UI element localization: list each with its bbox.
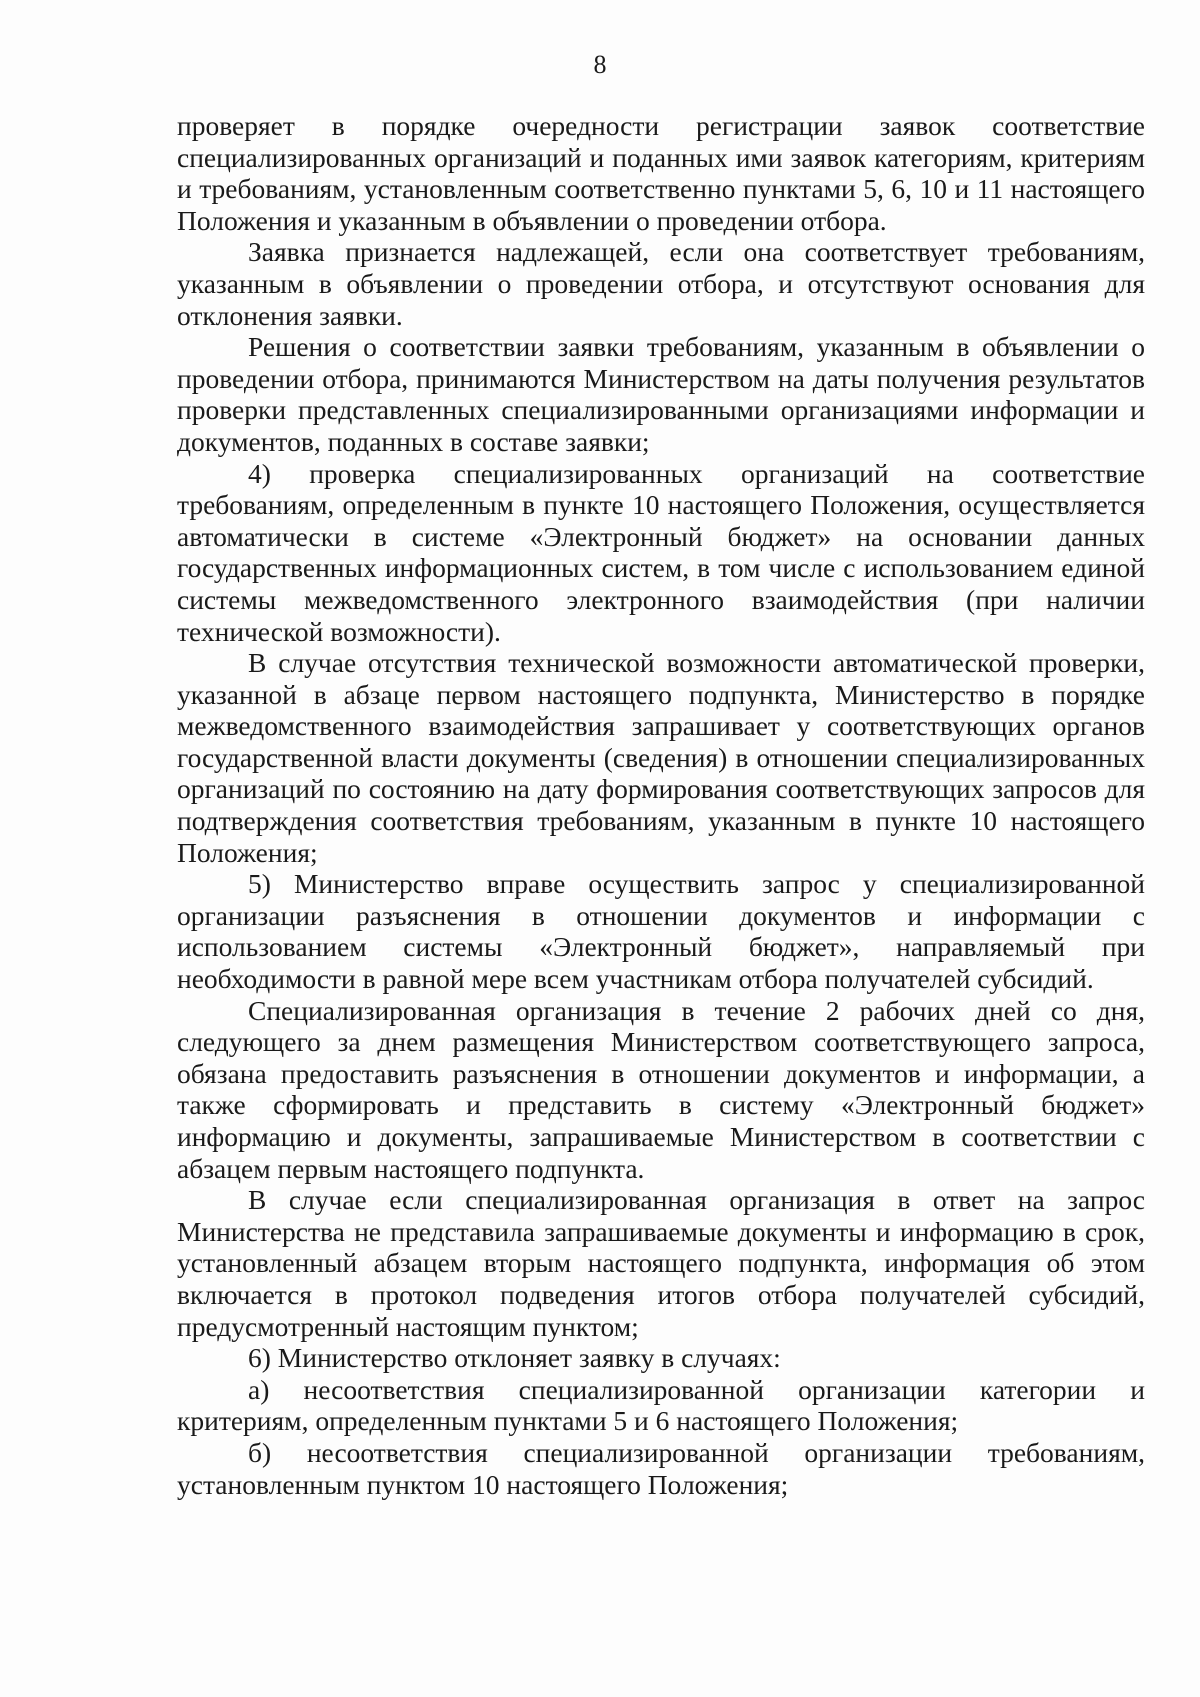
page-number: 8 [593, 50, 607, 79]
paragraph-subitem-a: а) несоответствия специализированной организации категории и критериям, определенным пунктами 5 и 6 настоящего Положения; [177, 1373, 1145, 1437]
paragraph-item-4: 4) проверка специализированных организаций на соответствие требованиям, определенным в пункте 10 настоящего Положения, осуществляется автоматически в системе «Электронный бюджет» на основании данных государственных информационных систем, в том числе с использованием единой системы межведомственного электронного взаимодействия (при наличии технической возможности). [177, 457, 1145, 647]
document-body [177, 110, 1145, 1500]
paragraph-application-valid: Заявка признается надлежащей, если она соответствует требованиям, указанным в объявлении о проведении отбора, и отсутствуют основания для отклонения заявки. [177, 236, 1145, 331]
paragraph-item-5: 5) Министерство вправе осуществить запрос у специализированной организации разъяснения в отношении документов и информации с использованием системы «Электронный бюджет», направляемый при необходимости в равной мере всем участникам отбора получателей субсидий. [177, 868, 1145, 995]
paragraph-not-submitted: В случае если специализированная организация в ответ на запрос Министерства не представила запрашиваемые документы и информацию в срок, установленный абзацем вторым настоящего подпункта, информация об этом включается в протокол подведения итогов отбора получателей субсидий, предусмотренный настоящим пунктом; [177, 1184, 1145, 1342]
paragraph-continuation: проверяет в порядке очередности регистрации заявок соответствие специализированных организаций и поданных ими заявок категориям, критериям и требованиям, установленным соответственно пунктами 5, 6, 10 и 11 настоящего Положения и указанным в объявлении о проведении отбора. [177, 110, 1145, 236]
paragraph-item-6: 6) Министерство отклоняет заявку в случаях: [248, 1342, 781, 1374]
paragraph-clarifications: Специализированная организация в течение 2 рабочих дней со дня, следующего за днем размещения Министерством соответствующего запроса, обязана предоставить разъяснения в отношении документов и информации, а также сформировать и представить в систему «Электронный бюджет» информацию и документы, запрашиваемые Министерством в соответствии с абзацем первым настоящего подпункта. [177, 994, 1145, 1184]
paragraph-subitem-b: б) несоответствия специализированной организации требованиям, установленным пунктом 10 настоящего Положения; [177, 1436, 1145, 1500]
paragraph-decisions: Решения о соответствии заявки требованиям, указанным в объявлении о проведении отбора, принимаются Министерством на даты получения результатов проверки представленных специализированными организациями информации и документов, поданных в составе заявки; [177, 331, 1145, 457]
paragraph-no-technical-possibility: В случае отсутствия технической возможности автоматической проверки, указанной в абзаце первом настоящего подпункта, Министерство в порядке межведомственного взаимодействия запрашивает у соответствующих органов государственной власти документы (сведения) в отношении специализированных организаций по состоянию на дату формирования соответствующих запросов для подтверждения соответствия требованиям, указанным в пункте 10 настоящего Положения; [177, 647, 1145, 868]
